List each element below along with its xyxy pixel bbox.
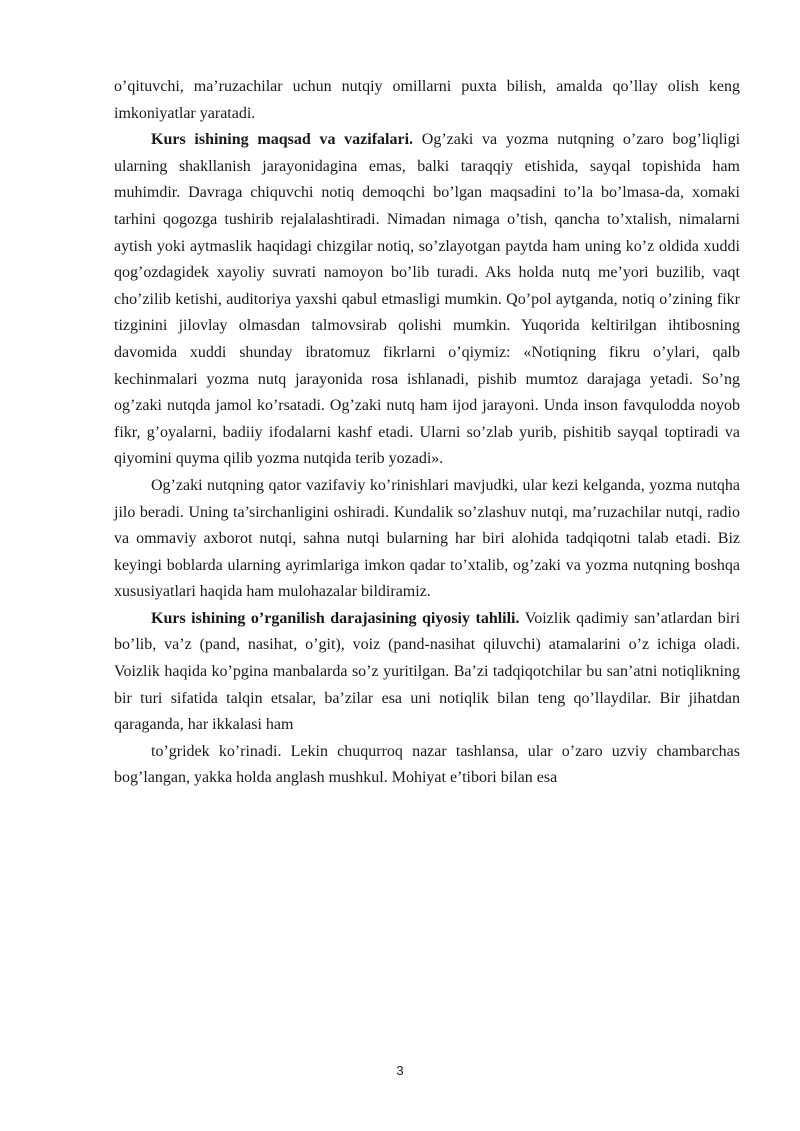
- paragraph-1-text: o’qituvchi, ma’ruzachilar uchun nutqiy omillarni puxta bilish, amalda qo’llay olish keng imkoniyatlar yaratadi.: [114, 78, 740, 122]
- paragraph-2: [114, 127, 740, 473]
- paragraph-5: [114, 739, 740, 792]
- heading-study-level: Kurs ishining o’rganilish darajasining qiyosiy tahlili.: [151, 609, 520, 627]
- page-number: 3: [396, 1063, 404, 1078]
- body-text: [114, 74, 740, 792]
- paragraph-3: [114, 473, 740, 606]
- paragraph-5-text: to’gridek ko’rinadi. Lekin chuqurroq nazar tashlansa, ular o’zaro uzviy chambarchas bog’langan, yakka holda anglash mushkul. Mohiyat e’tibori bilan esa: [114, 742, 740, 787]
- paragraph-1: [114, 74, 740, 127]
- paragraph-3-text: Og’zaki nutqning qator vazifaviy ko’rinishlari mavjudki, ular kezi kelganda, yozma nutqha jilo beradi. Uning ta’sirchanligini oshiradi. Kundalik so’zlashuv nutqi, ma’ruzachilar nutqi, radio va ommaviy axborot nutqi, sahna nutqi bularning har biri alohida tadqiqotni talab etadi. Biz keyingi boblarda ularning ayrimlariga imkon qadar to’xtalib, og’zaki va yozma nutqning boshqa xususiyatlari haqida ham mulohazalar bildiramiz.: [114, 476, 740, 601]
- paragraph-4-text: Voizlik qadimiy san’atlardan biri bo’lib, va’z (pand, nasihat, o’git), voiz (pand-nasihat qiluvchi) atamalarini o’z ichiga oladi. Voizlik haqida ko’pgina manbalarda so’z yuritilgan. Ba’zi tadqiqotchilar bu san’atni notiqlikning bir turi sifatida talqin etsalar, ba’zilar esa uni notiqlik bilan teng qo’llaydilar. Bir jihatdan qaraganda, har ikkalasi ham: [114, 609, 741, 734]
- paragraph-4: [114, 606, 740, 739]
- paragraph-2-text: Og’zaki va yozma nutqning o’zaro bog’liqligi ularning shakllanish jarayonidagina emas, balki taraqqiy etishida, sayqal topishida ham muhimdir. Davraga chiquvchi notiq demoqchi bo’lgan maqsadini to’la bo’lmasa-da, xomaki tarhini qogozga tushirib rejalalashtiradi. Nimadan nimaga o’tish, qancha to’xtalish, nimalarni aytish yoki aytmaslik haqidagi chizgilar notiq, so’zlayotgan paytda ham uning ko’z oldida xuddi qog’ozdagidek xayoliy suvrati namoyon bo’lib turadi. Aks holda nutq me’yori buzilib, vaqt cho’zilib ketishi, auditoriya yaxshi qabul etmasligi mumkin. Qo’pol aytganda, notiq o’zining fikr tizginini jilovlay olmasdan talmovsirab qolishi mumkin. Yuqorida keltirilgan ihtibosning davomida xuddi shunday ibratomuz fikrlarni o’qiymiz: «Notiqning fikru o’ylari, qalb kechinmalari yozma nutq jarayonida rosa ishlanadi, pishib mumtoz darajaga yetadi. So’ng og’zaki nutqda jamol ko’rsatadi. Og’zaki nutq ham ijod jarayoni. Unda inson favqulodda noyob fikr, g’oyalarni, badiiy ifodalarni kashf etadi. Ularni so’zlab yurib, pishitib sayqal toptiradi va qiyomini quyma qilib yozma nutqida terib yozadi».: [114, 131, 741, 468]
- heading-goals: Kurs ishining maqsad va vazifalari.: [151, 131, 414, 149]
